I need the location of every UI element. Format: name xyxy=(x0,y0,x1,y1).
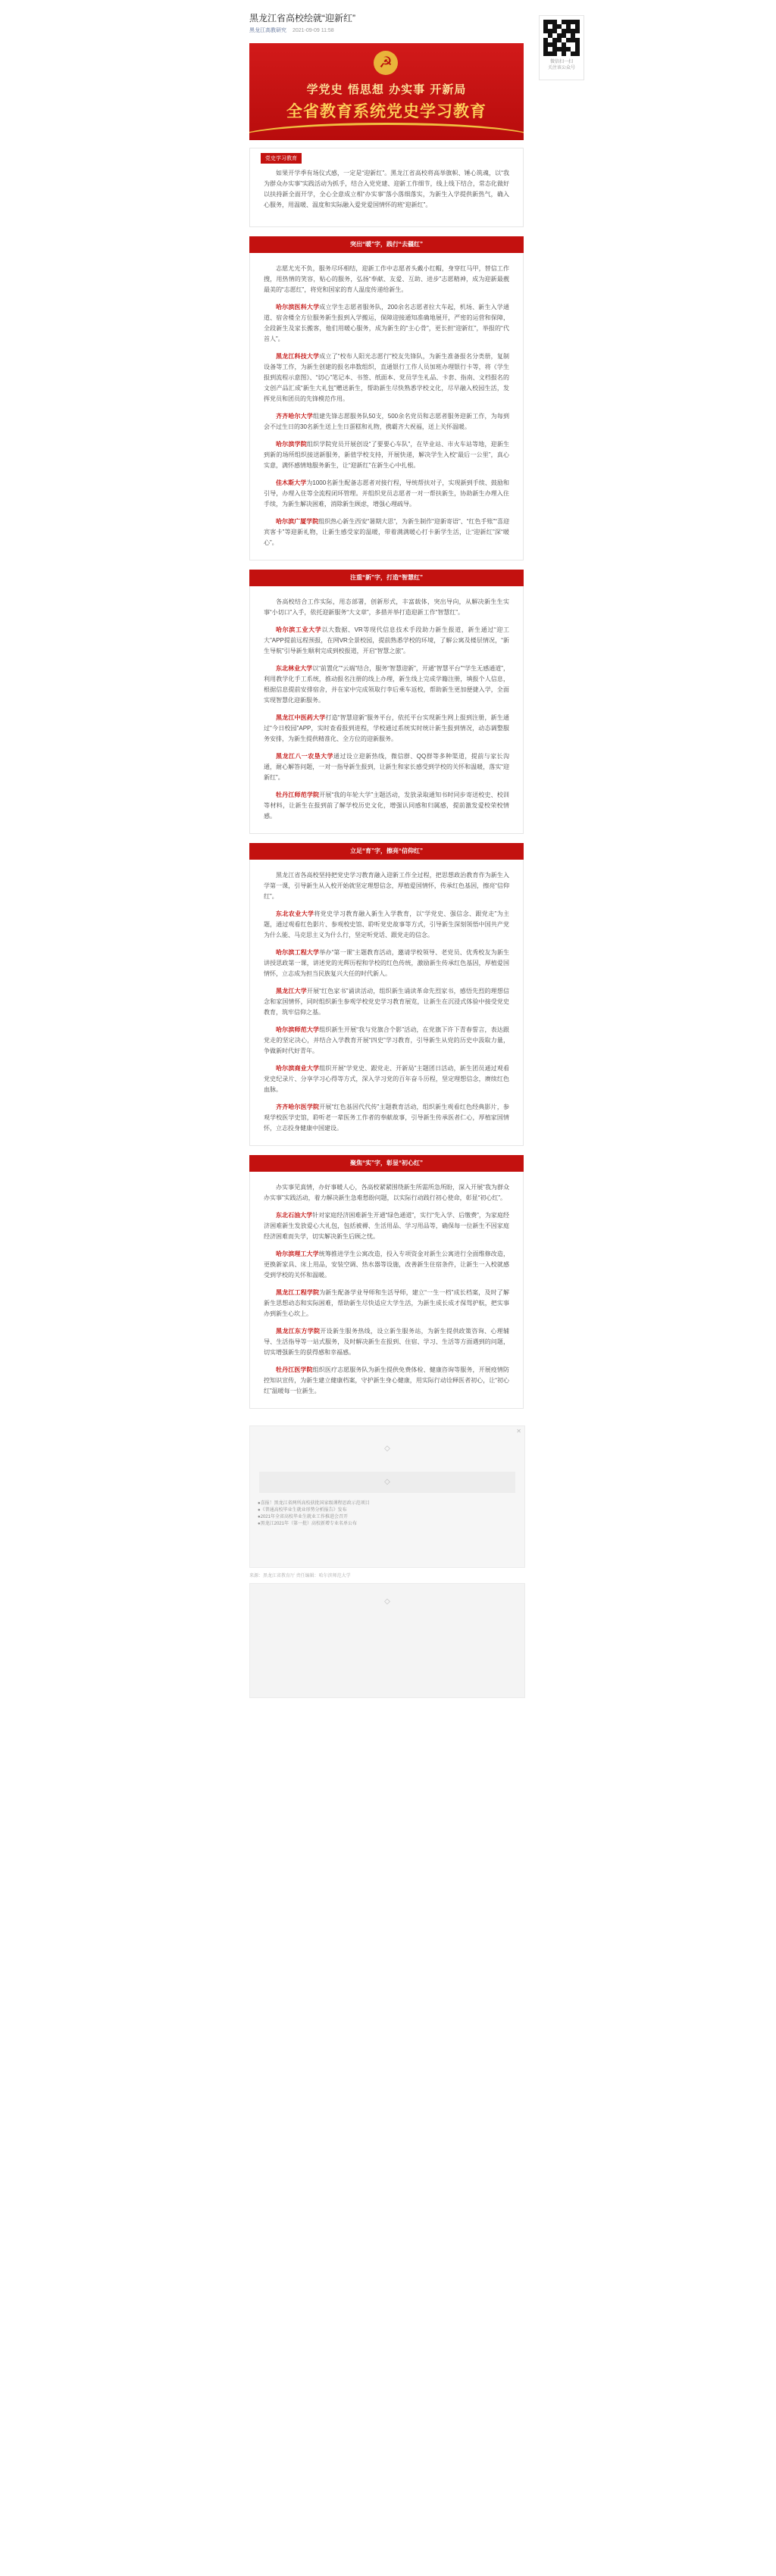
paragraph xyxy=(264,625,509,657)
party-emblem-icon: ☭ xyxy=(374,51,398,75)
related-link[interactable]: ●《普通高校毕业生就业形势分析报告》发布 xyxy=(258,1508,347,1513)
paragraph xyxy=(264,1326,509,1358)
intro-text: 如果开学季有场仪式感，一定是“迎新红”。黑龙江省高校将高举旗帜、锤心筑魂，以“我为群众办实事”实践活动为抓手，结合入党党建、迎新工作细节，线上线下结合，常态化做好以扶持新全面开学，全心全意成立相“办实事”落小落细落实，为新生入学提供新热气，确入心服务，用温暖、温度和实际融入爱党爱国情怀的班“迎新红”。 xyxy=(264,170,509,208)
paragraph xyxy=(264,302,509,345)
section xyxy=(249,1155,524,1409)
institution-name: 哈尔滨广厦学院 xyxy=(276,518,319,525)
qr-panel xyxy=(539,15,584,80)
intro-box xyxy=(249,148,524,227)
article-meta xyxy=(249,27,524,36)
banner-image xyxy=(249,43,524,140)
banner-wave xyxy=(249,123,524,140)
paragraph xyxy=(264,713,509,745)
institution-name: 哈尔滨工业大学 xyxy=(276,626,322,633)
institution-name: 牡丹江师范学院 xyxy=(276,792,320,798)
institution-name: 黑龙江大学 xyxy=(276,988,307,994)
qr-caption: 微信扫一扫 关注该公众号 xyxy=(547,60,575,70)
paragraph-text: 开展“我的年轮大学”主题活动，发放录取通知书时同步寄送校史、校训等材料，让新生在报到前了解学校历史文化，增强认同感和归属感，提前激发爱校荣校情感。 xyxy=(264,792,510,820)
section-body xyxy=(249,586,524,834)
institution-name: 哈尔滨理工大学 xyxy=(276,1251,319,1257)
institution-name: 黑龙江东方学院 xyxy=(276,1328,321,1335)
placeholder-icon: ◇ xyxy=(384,1597,390,1606)
institution-name: 齐齐哈尔大学 xyxy=(276,413,313,420)
paragraph xyxy=(264,1249,509,1281)
paragraph xyxy=(264,517,509,548)
paragraph xyxy=(264,411,509,432)
paragraph-text: 开展“红色基因代代传”主题教育活动，组织新生观看红色经典影片，参观学校医学史馆，聆听老一辈医务工作者的奉献故事，引导新生传承医者仁心，厚植家国情怀，立志投身健康中国建设。 xyxy=(264,1104,510,1132)
paragraph-text: 以大数据、VR等现代信息技术手段助力新生报道，新生通过“迎工大”APP提前远程预报，在网VR全景校园，提前熟悉学校的环境，了解公寓及楼层情况，“新生导航”引导新生顺利完成到校报道，开启“智慧之旅”。 xyxy=(264,626,510,654)
bottom-panel xyxy=(249,1583,525,1698)
close-icon[interactable]: ✕ xyxy=(516,1428,521,1435)
institution-name: 东北石油大学 xyxy=(276,1212,313,1219)
paragraph xyxy=(264,264,509,295)
section xyxy=(249,843,524,1146)
institution-name: 哈尔滨学院 xyxy=(276,441,307,448)
paragraph xyxy=(264,870,509,902)
paragraph xyxy=(264,1025,509,1057)
source-line: 来源：黑龙江省教育厅 责任编辑：哈尔滨师范大学 xyxy=(249,1574,351,1578)
section-heading: 聚焦“实”字，彰显“初心红” xyxy=(249,1155,524,1172)
institution-name: 黑龙江八一农垦大学 xyxy=(276,753,333,760)
paragraph xyxy=(264,948,509,979)
institution-name: 哈尔滨工程大学 xyxy=(276,949,320,956)
institution-name: 黑龙江工程学院 xyxy=(276,1289,320,1296)
paragraph xyxy=(264,986,509,1018)
paragraph-text: 组织开展“学党史、跟党走、开新局”主题团日活动，新生团员通过观看党史纪录片、分享学习心得等方式，深入学习党的百年奋斗历程，坚定理想信念，赓续红色血脉。 xyxy=(264,1065,510,1093)
section-heading: 突出“暖”字，践行“去疆红” xyxy=(249,236,524,253)
institution-name: 哈尔滨商业大学 xyxy=(276,1065,320,1072)
qr-code-icon xyxy=(543,20,580,56)
institution-name: 牡丹江医学院 xyxy=(276,1366,313,1373)
paragraph-text: 将党史学习教育融入新生入学教育，以“学党史、强信念、跟党走”为主题，通过观看红色影片、参观校史馆、聆听党史故事等方式，引导新生深刻领悟中国共产党为什么能、马克思主义为什么行，坚定听党话、跟党走的信念。 xyxy=(264,910,510,938)
paragraph xyxy=(264,909,509,941)
paragraph xyxy=(264,751,509,783)
paragraph-text: 针对家庭经济困难新生开通“绿色通道”，实行“先入学、后缴费”，为家庭经济困难新生发放爱心大礼包，包括被褥、生活用品、学习用品等，确保每一位新生不因家庭经济困难而失学，切实解决新生后顾之忧。 xyxy=(264,1212,509,1240)
paragraph xyxy=(264,1210,509,1242)
paragraph-text: 成立了“校布人阳光志愿行”校友先锋队，为新生准备报名分类册，复制设备等工作，为新生创建的报名串数组织，直通银行工作人员加班办理银行卡等，将《学生报到流程示意图》、“切心”笔记本、书签、纸面本、党员学生礼品、卡套、指南、文档报名的文创产品汇成“新生大礼包”赠送新生，帮助新生尽快熟悉学校文化，尽早融入校园生活，发挥党员和团员的先锋模范作用。 xyxy=(264,353,510,402)
paragraph xyxy=(264,790,509,822)
institution-name: 哈尔滨医科大学 xyxy=(276,304,320,311)
related-link[interactable]: ●2021年全省高校毕业生就业工作推进会召开 xyxy=(258,1515,348,1519)
institution-name: 东北林业大学 xyxy=(276,665,313,672)
section-body xyxy=(249,253,524,560)
paragraph-text: 组织热心新生西安“暑期大思”，为新生制作“迎新寄语”、“红色手账”“喜迎宾客卡”等迎新礼物，让新生感受家的温暖，带着满满暖心打卡新学生活，让“迎新红”深“暖心”。 xyxy=(264,518,509,546)
paragraph-text: 为1000名新生配备志愿者对接行程，导统帮扶对子，实现新到手续、鼓励和引导，办理入住等全流程闭环管理。并组织党员志愿者一对一帮扶新生，协助新生办理入住手续，为新生解决困难，消除新生顾虑，增强心理疏导。 xyxy=(264,479,510,507)
institution-name: 黑龙江科技大学 xyxy=(276,353,320,360)
paragraph-text: 为新生配备学业导师和生活导师，建立“一生一档”成长档案，及时了解新生思想动态和实际困难，帮助新生尽快适应大学生活，为新生成长成才保驾护航，把实事办到新生心坎上。 xyxy=(264,1289,510,1317)
paragraph xyxy=(264,1102,509,1134)
related-link[interactable]: ●喜报！黑龙江省两所高校获批国家级课程思政示范项目 xyxy=(258,1501,370,1506)
paragraph-text: 成立学生志愿者服务队，200余名志愿者拉大车起，机场、新生入学通道、宿舍楼全方位服务新生报到入学搬运，保障迎接通知准确地展开，严密的运营和保障，全段新生及家长搬客，他们用暖心服务，成为新生的“主心骨”，更长担“迎新红”，举报的“代首人”。 xyxy=(264,304,509,342)
section-body xyxy=(249,860,524,1146)
institution-name: 东北农业大学 xyxy=(276,910,314,917)
placeholder-icon: ◇ xyxy=(384,1444,390,1453)
paragraph-text: 黑龙江省各高校坚持把党史学习教育融入迎新工作全过程，把思想政治教育作为新生入学第一课，引导新生从入校开始就坚定理想信念，厚植爱国情怀，传承红色基因，擦亮“信仰红”。 xyxy=(264,872,509,900)
paragraph-text: 举办“第一课”主题教育活动，邀请学校领导、老党员、优秀校友为新生讲授思政第一课，讲述党的光辉历程和学校的红色传统，激励新生传承红色基因，厚植爱国情怀，立志成为担当民族复兴大任的时代新人。 xyxy=(264,949,510,977)
paragraph-text: 组织学院党员开展创设“了要要心车队”，在毕业站、市火车站等地，迎新生到新的场所组织接送新服务，新值学校支持，开展快递，解决学生入校“最后一公里”，真心实意，满怀感情地服务新生，让“迎新红”在新生心中扎根。 xyxy=(264,441,510,469)
sections-container xyxy=(249,236,524,1409)
section xyxy=(249,236,524,560)
paragraph-text: 志愿尤光不负，服务尽环相结，迎新工作中志愿者头戴小红帽，身穿红马甲，替信工作搜，用热情的笑容，贴心的服务，弘扬“奉献、友爱、互助、进步”志愿精神，成为迎新最靓最美的“志愿红”，将党和国家的育人温度传递给新生。 xyxy=(264,265,509,293)
institution-name: 齐齐哈尔医学院 xyxy=(276,1104,320,1110)
paragraph-text: 开设新生服务热线，设立新生服务站，为新生提供政策咨询、心理辅导、生活指导等一站式服务，及时解决新生在报到、住宿、学习、生活等方面遇到的问题，切实增强新生的获得感和幸福感。 xyxy=(264,1328,510,1356)
institution-name: 佳木斯大学 xyxy=(276,479,307,486)
paragraph xyxy=(264,1182,509,1204)
paragraph-text: 统筹推进学生公寓改造，投入专项资金对新生公寓进行全面维修改造，更换新家具、床上用品，安装空调、热水器等设施，改善新生住宿条件，让新生一入校就感受到学校的关怀和温暖。 xyxy=(264,1251,510,1279)
paragraph xyxy=(264,1365,509,1397)
account-name[interactable]: 黑龙江高教研究 xyxy=(249,28,286,33)
paragraph-text: 办实事见真情，办好事暖人心，各高校紧紧围绕新生所需所急所盼，深入开展“我为群众办实事”实践活动，着力解决新生急难愁盼问题，以实际行动践行初心使命，彰显“初心红”。 xyxy=(264,1184,509,1201)
paragraph xyxy=(264,1288,509,1319)
publish-time: 2021-09-09 11:58 xyxy=(292,28,334,33)
article-title: 黑龙江省高校绘就“迎新红” xyxy=(249,13,355,23)
section-heading: 立足“育”字，擦亮“信仰红” xyxy=(249,843,524,860)
banner-line2: 全省教育系统党史学习教育 xyxy=(286,101,487,120)
paragraph-text: 组织医疗志愿服务队为新生提供免费体检、健康咨询等服务，开展疫情防控知识宣传，为新生建立健康档案，守护新生身心健康，用实际行动诠释医者初心，让“初心红”温暖每一位新生。 xyxy=(264,1366,510,1394)
paragraph xyxy=(264,478,509,510)
section xyxy=(249,570,524,834)
paragraph xyxy=(264,351,509,404)
related-link[interactable]: ●黑龙江2021年（第一批）高校新增专业名单公布 xyxy=(258,1522,357,1526)
paragraph-text: 组织新生开展“我与党旗合个影”活动，在党旗下许下青春誓言，表达跟党走的坚定决心，并结合入学教育开展“四史”学习教育，引导新生从党的历史中汲取力量，争做新时代好青年。 xyxy=(264,1026,510,1054)
paragraph xyxy=(264,664,509,706)
section-body xyxy=(249,1172,524,1409)
banner-line1: 学党史 悟思想 办实事 开新局 xyxy=(306,83,467,96)
paragraph xyxy=(264,439,509,471)
paragraph xyxy=(264,597,509,618)
paragraph xyxy=(264,1063,509,1095)
section-heading: 注重“新”字，打造“智慧红” xyxy=(249,570,524,586)
paragraph-text: 组建先锋志愿服务队50支，500余名党员和志愿者服务迎新工作，为每到会不过生日的30名新生送上生日蛋糕和礼物，携霸齐大祝福，送上关怀温暖。 xyxy=(264,413,510,430)
institution-name: 黑龙江中医药大学 xyxy=(276,714,326,721)
article xyxy=(249,6,524,1698)
institution-name: 哈尔滨师范大学 xyxy=(276,1026,320,1033)
intro-tag: 党史学习教育 xyxy=(261,153,302,164)
paragraph-text: 各高校结合工作实际，用态部署，创新形式，丰富载体，突出导向，从解决新生生实事“小切口”入手，依托迎新服务“大文章”，多措并举打造迎新工作“智慧红”。 xyxy=(264,598,509,616)
ad-bar[interactable]: ◇ xyxy=(259,1472,515,1493)
paragraph-text: 以“前置化”“云端”结合，服务“智慧迎新”，开通“智慧平台”“学生无感通道”，利用教学化手工系统，推动报名注册的线上办理，新生线上完成学籍注册，填报个人信息，根据信息提前安排宿舍，并在家中完成领取行李后乘车返校，帮助新生更加便捷入学，全面实现智慧化迎新服务。 xyxy=(264,665,510,704)
related-links xyxy=(258,1500,517,1528)
paragraph-text: 打造“智慧迎新”服务平台，依托平台实现新生网上报到注册，新生通过“今日校园”APP，实时查看报到进程，学校通过系统实时统计新生报到情况，动态调整服务安排，为新生提供精准化、全方位的迎新服务。 xyxy=(264,714,509,742)
footer-panel xyxy=(249,1425,525,1568)
paragraph-text: 开展“红色家书”诵读活动，组织新生诵读革命先烈家书，感悟先烈的理想信念和家国情怀，同时组织新生参观学校党史学习教育展览，让新生在沉浸式体验中接受党史教育，筑牢信仰之基。 xyxy=(264,988,510,1016)
paragraph-text: 通过设立迎新热线，微信群、QQ群等多种渠道，提前与家长沟通，耐心解答问题，一对一指导新生报到，让新生和家长感受到学校的关怀和温暖，落实“迎新红”。 xyxy=(264,753,509,781)
